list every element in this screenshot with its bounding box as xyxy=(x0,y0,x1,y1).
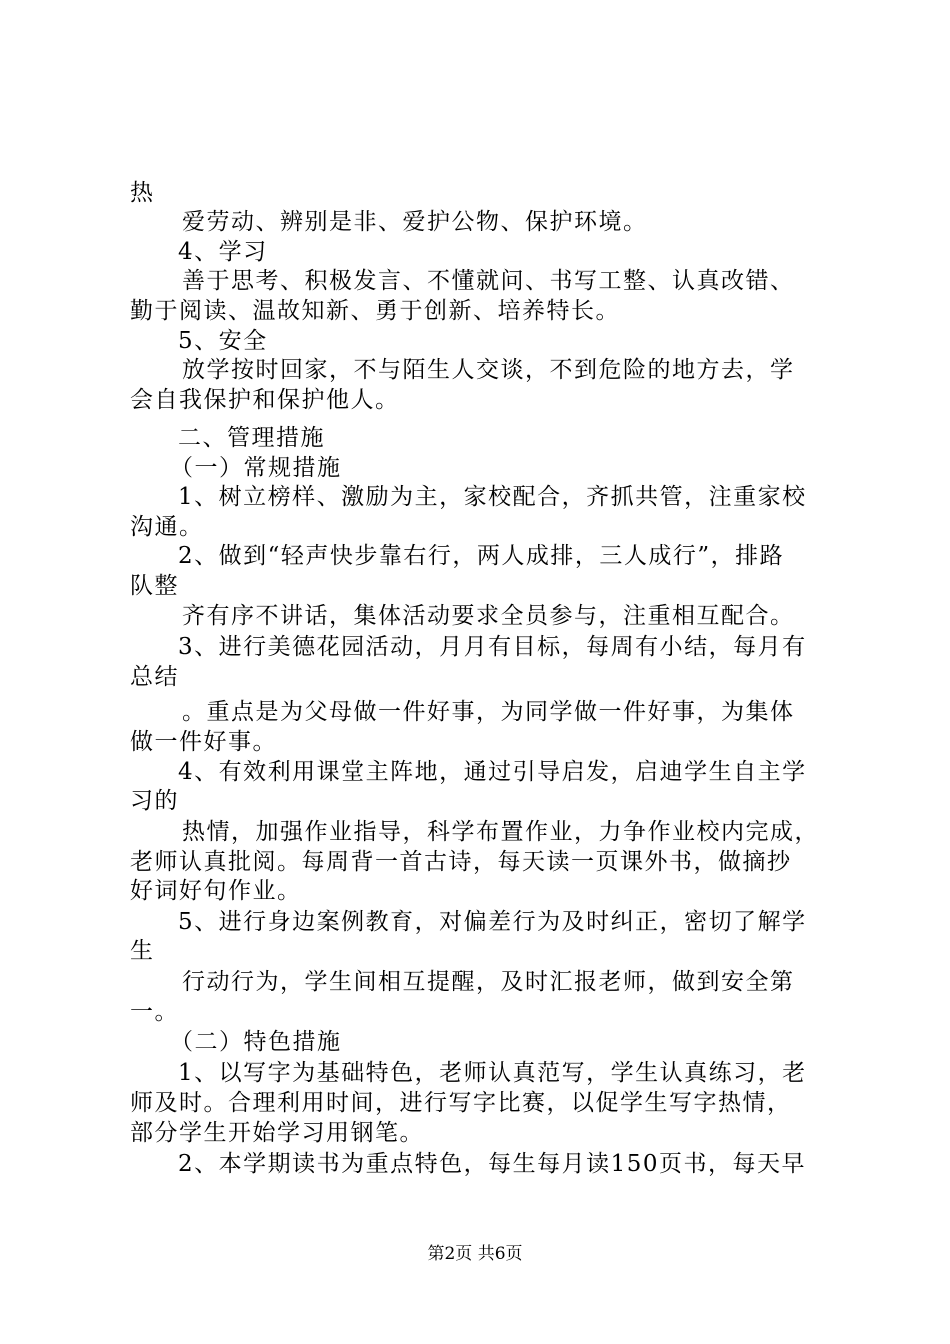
body-line: 勤于阅读、温故知新、勇于创新、培养特长。 xyxy=(130,298,620,324)
subsection-heading: （一）常规措施 xyxy=(170,455,342,481)
section-heading: 5、安全 xyxy=(178,328,268,354)
body-line: 师及时。合理利用时间，进行写字比赛，以促学生写字热情， xyxy=(130,1090,792,1116)
body-line: 善于思考、积极发言、不懂就问、书写工整、认真改错、 xyxy=(182,268,795,294)
section-heading: 二、管理措施 xyxy=(178,425,325,451)
body-line: 行动行为，学生间相互提醒，及时汇报老师，做到安全第 xyxy=(182,969,795,995)
subsection-heading: （二）特色措施 xyxy=(170,1029,342,1055)
body-line: 2、做到“轻声快步靠右行，两人成排，三人成行”，排路 xyxy=(178,543,785,569)
body-line: 部分学生开始学习用钢笔。 xyxy=(130,1120,424,1146)
body-line: 生 xyxy=(130,938,155,964)
body-line: 习的 xyxy=(130,788,179,814)
body-line: 3、进行美德花园活动，月月有目标，每周有小结，每月有 xyxy=(178,634,807,660)
page-number-footer: 第2页 共6页 xyxy=(427,1244,523,1264)
body-line: 一。 xyxy=(130,999,179,1025)
body-line: 5、进行身边案例教育，对偏差行为及时纠正，密切了解学 xyxy=(178,909,807,935)
body-line: 1、树立榜样、激励为主，家校配合，齐抓共管，注重家校 xyxy=(178,484,807,510)
body-line: 热情，加强作业指导，科学布置作业，力争作业校内完成， xyxy=(182,819,819,845)
body-line: 队整 xyxy=(130,573,179,599)
body-line: 。重点是为父母做一件好事，为同学做一件好事，为集体 xyxy=(182,699,795,725)
body-line: 总结 xyxy=(130,664,179,690)
body-line: 齐有序不讲话，集体活动要求全员参与，注重相互配合。 xyxy=(182,603,795,629)
body-line: 放学按时回家，不与陌生人交谈，不到危险的地方去，学 xyxy=(182,357,795,383)
body-line: 热 xyxy=(130,180,155,206)
body-line: 老师认真批阅。每周背一首古诗，每天读一页课外书，做摘抄 xyxy=(130,849,792,875)
body-line: 1、以写字为基础特色，老师认真范写，学生认真练习，老 xyxy=(178,1060,807,1086)
body-line: 2、本学期读书为重点特色，每生每月读150页书，每天早 xyxy=(178,1151,807,1177)
body-line: 会自我保护和保护他人。 xyxy=(130,387,400,413)
body-line: 做一件好事。 xyxy=(130,729,277,755)
body-line: 沟通。 xyxy=(130,514,204,540)
body-line: 好词好句作业。 xyxy=(130,878,302,904)
body-line: 爱劳动、辨别是非、爱护公物、保护环境。 xyxy=(182,209,648,235)
body-line: 4、有效利用课堂主阵地，通过引导启发，启迪学生自主学 xyxy=(178,759,807,785)
section-heading: 4、学习 xyxy=(178,239,268,265)
